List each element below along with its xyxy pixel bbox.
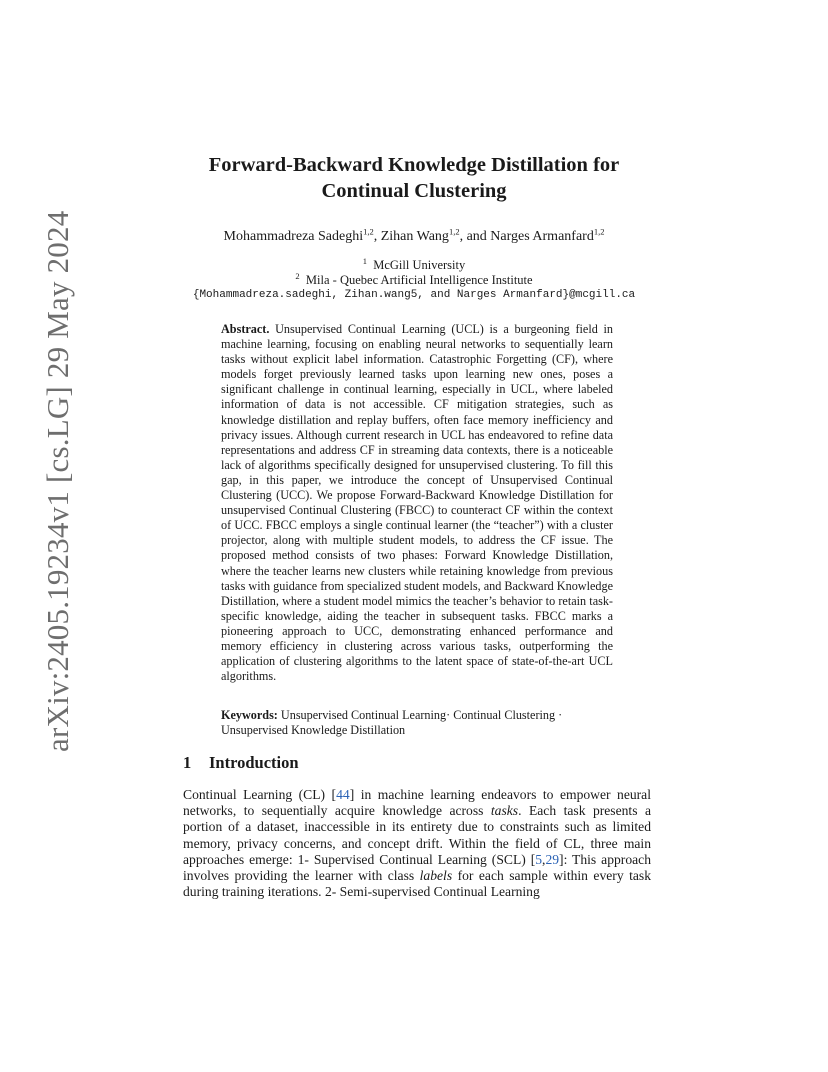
title-line-1: Forward-Backward Knowledge Distillation for: [208, 154, 620, 176]
emphasis-text: tasks: [490, 803, 519, 819]
author-name: Mohammadreza Sadeghi: [223, 229, 364, 244]
author-affiliation-mark: 1,2: [363, 226, 374, 237]
body-text: for each sample within every task during training iterations. 2- Semi-supervised Continual Learning: [183, 868, 651, 900]
citation-link[interactable]: 29: [545, 851, 560, 867]
abstract: [221, 322, 613, 684]
citation-link[interactable]: 44: [336, 787, 350, 802]
affiliation-number: 1: [362, 255, 367, 266]
arxiv-identifier: arXiv:2405.19234v1 [cs.LG] 29 May 2024: [40, 210, 75, 752]
affiliation: [0, 270, 828, 288]
section-number: 1: [183, 753, 192, 772]
keywords-label: Keywords:: [221, 708, 278, 722]
affiliation-text: Mila - Quebec Artificial Intelligence Institute: [305, 273, 533, 287]
author-separator: , and: [459, 229, 491, 244]
citation-separator: ,: [542, 851, 546, 867]
body-text: Continual Learning (CL) [: [183, 787, 337, 802]
author-separator: ,: [373, 229, 381, 244]
paper-title: [0, 152, 828, 204]
section-heading: [183, 753, 299, 773]
author-name: Zihan Wang: [380, 229, 449, 244]
emphasis-text: labels: [419, 868, 453, 884]
introduction-paragraph: [183, 787, 651, 900]
body-text: ] in machine learning endeavors to empower neural networks, to sequentially acquire knowledge across: [183, 787, 651, 819]
abstract-label: Abstract.: [221, 322, 270, 336]
author-list: [0, 226, 828, 245]
body-text: . Each task presents a portion of a dataset, inaccessible in its entirety due to constraints such as limited memory, privacy concerns, and concept drift. Within the field of CL, three main approaches emerge: 1- Supervised Continual Learning (SCL) [: [183, 803, 651, 867]
body-text: ]: This approach involves providing the learner with class: [183, 851, 651, 884]
author-affiliation-mark: 1,2: [448, 226, 460, 237]
title-line-2: Continual Clustering: [321, 180, 507, 202]
author-name: Narges Armanfard: [490, 229, 594, 244]
author-emails: {Mohammadreza.sadeghi, Zihan.wang5, and Narges Armanfard}@mcgill.ca: [192, 289, 636, 301]
abstract-text: Unsupervised Continual Learning (UCL) is a burgeoning field in machine learning, focusing on enabling neural networks to sequentially learn tasks without explicit label information. Catastrophic Forgetting (CF), where models forget previously learned tasks upon learning new ones, poses a significant challenge in continual learning, especially in UCL, where labeled information of data is not accessible. CF mitigation strategies, such as knowledge distillation and replay buffers, often face memory inefficiency and privacy issues. Although current research in UCL has endeavored to refine data representations and address CF in streaming data contexts, there is a noticeable lack of algorithms specifically designed for unsupervised clustering. To fill this gap, in this paper, we introduce the concept of Unsupervised Continual Clustering (UCC). We propose Forward-Backward Knowledge Distillation for unsupervised Continual Clustering (FBCC) to counteract CF within the context of UCC. FBCC employs a single continual learner (the “teacher”) with a cluster projector, along with multiple student models, to address the CF issue. The proposed method consists of two phases: Forward Knowledge Distillation, where the teacher learns new clusters while retaining knowledge from previous tasks with guidance from specialized student models, and Backward Knowledge Distillation, where a student model mimics the teacher’s behavior to retain task-specific knowledge, aiding the teacher in subsequent tasks. FBCC marks a pioneering approach to UCC, demonstrating enhanced performance and memory efficiency in clustering across various tasks, outperforming the application of clustering algorithms to the latent space of state-of-the-art UCL algorithms.: [221, 322, 614, 684]
affiliation-number: 2: [295, 270, 300, 281]
keywords-text: Unsupervised Continual Learning· Continual Clustering · Unsupervised Knowledge Distillation: [221, 708, 563, 738]
section-title: Introduction: [209, 753, 299, 772]
keywords: [221, 708, 613, 738]
citation-link[interactable]: 5: [535, 851, 543, 867]
affiliation: [0, 255, 828, 273]
affiliation-text: McGill University: [373, 258, 466, 272]
author-affiliation-mark: 1,2: [593, 226, 605, 237]
